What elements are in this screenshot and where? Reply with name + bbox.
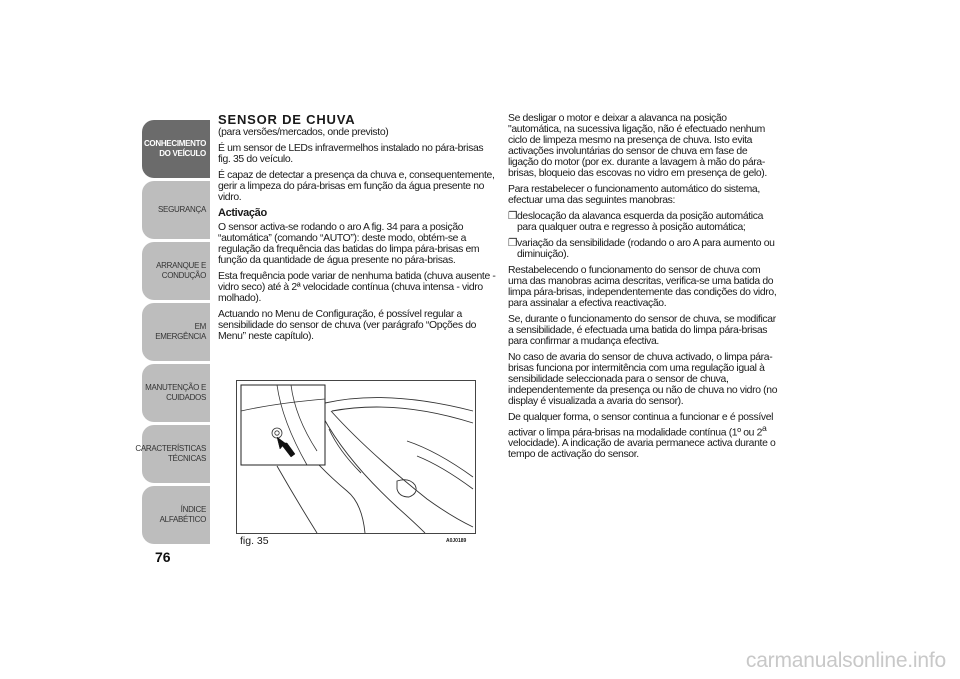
figure-35 [236,380,476,534]
paragraph: Para restabelecer o funcionamento automático do sistema, efectuar uma das seguintes manobras: [508,184,760,206]
checkbox-bullet-icon: ❐ [508,211,517,222]
tab-arranque[interactable] [142,242,210,300]
tab-label: EM EMERGÊNCIA [155,322,206,341]
paragraph: É um sensor de LEDs infravermelhos instalado no pára-brisas fig. 35 do veículo. [218,143,484,165]
tab-label: ARRANQUE E [156,261,206,270]
tab-label: CONDUÇÃO [161,271,206,280]
watermark: carmanualsonline.info [745,649,946,672]
page-number: 76 [155,549,171,565]
tab-label: CONHECIMENTO [143,139,206,148]
tab-manutencao[interactable] [142,364,210,422]
left-column [218,113,496,347]
paragraph: Se desligar o motor e deixar a alavanca na posição "automática, na sucessiva ligação, não é efectuado nenhum ciclo de limpeza mesmo na presença de chuva. Isto evita activações involuntárias do sensor de chuva em fase de ligação do motor (por ex. durante a lavagem à mão do pára-brisas, bloqueio das escovas no vidro em presença de gelo). [508,113,767,179]
paragraph: De qualquer forma, o sensor continua a funcionar e é possível activar o limpa pára-brisas na modalidade contínua (1º ou 2$^a$ velocidade). A indicação de avaria permanece activa durante o tempo de activação do sensor. [508,412,776,461]
figure-label: fig. 35 [240,535,269,547]
tab-label: DO VEÍCULO [159,149,206,158]
tab-seguranca[interactable] [142,181,210,239]
paragraph: O sensor activa-se rodando o aro A fig. 34 para a posição “automática” (comando “AUTO”): deste modo, obtém-se a regulação da frequência das batidas do limpa pára-brisas em função da quantidade de água presente no pára-brisas. [218,222,480,266]
paragraph: Esta frequência pode variar de nenhuma batida (chuva ausente - vidro seco) até à 2ª velocidade contínua (chuva intensa - vidro molhado). [218,271,496,304]
list-item-text: variação da sensibilidade (rodando o aro A para aumento ou diminuição). [517,238,775,260]
figure-code: A0J0189 [446,538,467,544]
paragraph: No caso de avaria do sensor de chuva activado, o limpa pára-brisas funciona por intermitência com uma regulação igual à sensibilidade seleccionada para o sensor de chuva, independentemente da presença ou não de chuva no vidro (no display é visualizada a avaria do sensor). [508,352,778,407]
section-subtitle: (para versões/mercados, onde previsto) [218,127,389,138]
paragraph: Restabelecendo o funcionamento do sensor de chuva com uma das manobras acima descritas, verifica-se uma batida do limpa pára-brisas, independentemente das condições do vidro, para assinalar a efectiva reactivação. [508,265,777,309]
tab-caracteristicas[interactable] [135,425,210,483]
section-title: SENSOR DE CHUVA [218,112,356,127]
checkbox-bullet-icon: ❐ [508,238,517,249]
chapter-tabs [135,120,210,547]
paragraph: Se, durante o funcionamento do sensor de chuva, se modificar a sensibilidade, é efectuada uma batida do limpa pára-brisas para confirmar a mudança efectiva. [508,314,776,347]
list-item [508,211,780,233]
right-column [508,113,780,465]
tab-label: TÉCNICAS [167,454,206,463]
tab-emergencia[interactable] [142,303,210,361]
tab-label: MANUTENÇÃO E [145,383,206,392]
tab-label: CUIDADOS [166,393,206,402]
tab-label: ÍNDICE ALFABÉTICO [159,505,206,524]
tab-label: SEGURANÇA [158,205,206,214]
paragraph: É capaz de detectar a presença da chuva e, consequentemente, gerir a limpeza do pára-brisas em função da água presente no vidro. [218,170,495,203]
paragraph: Actuando no Menu de Configuração, é possível regular a sensibilidade do sensor de chuva (ver parágrafo “Opções do Menu” neste capítulo). [218,309,477,342]
windscreen-sensor-illustration [237,381,475,533]
tab-label: CARACTERÍSTICAS [135,444,206,453]
tab-indice[interactable] [142,486,210,544]
list-item-text: deslocação da alavanca esquerda da posição automática para qualquer outra e regresso à posição automática; [517,211,764,233]
tab-conhecimento[interactable] [142,120,210,178]
subheading: Activação [218,207,267,219]
list-item [508,238,780,260]
